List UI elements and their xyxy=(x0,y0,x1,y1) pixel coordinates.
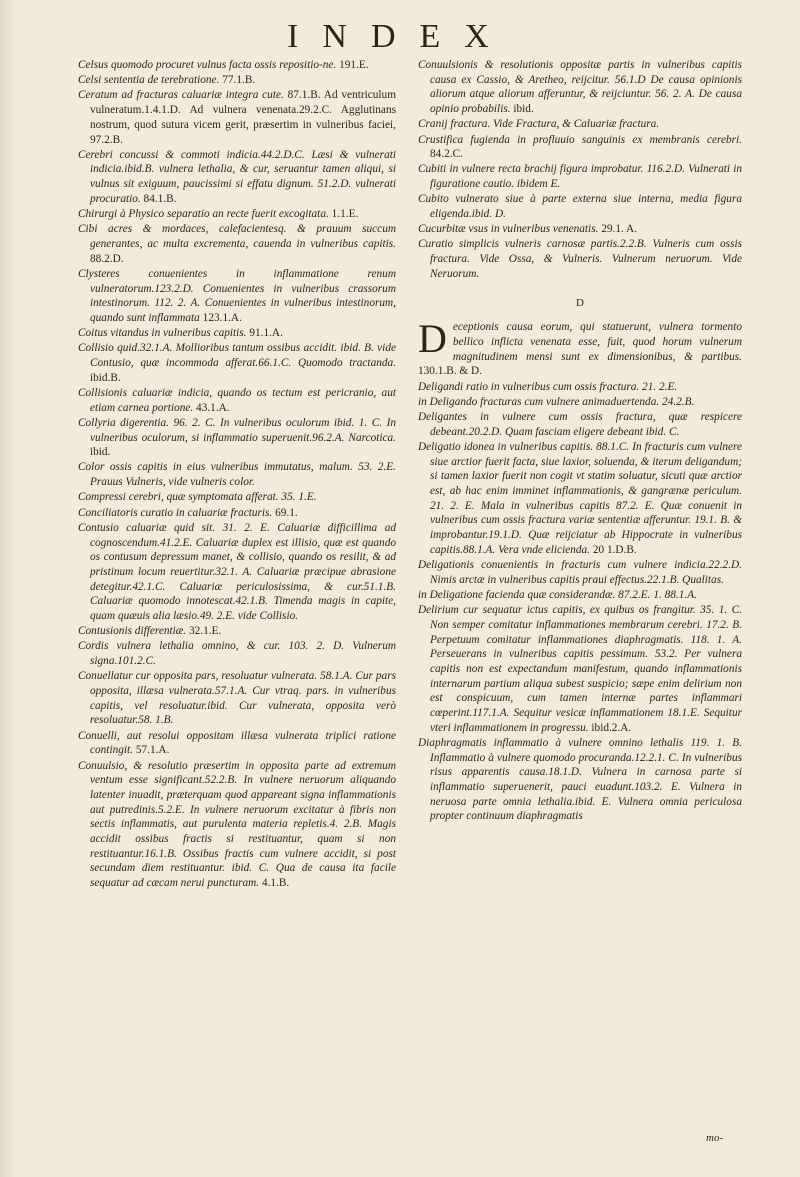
index-entry xyxy=(78,521,396,624)
left-column xyxy=(78,58,396,891)
index-entry xyxy=(78,729,396,758)
entry-reference: 43.1.A. xyxy=(193,401,230,414)
entry-text: Compressi cerebri, quæ symptomata afferat. 35. 1.E. xyxy=(78,491,317,504)
entry-reference: 57.1.A. xyxy=(133,744,170,757)
entry-text: Cubito vulnerato siue à parte externa siue interna, media figura eligenda.ibid. D. xyxy=(418,193,742,221)
entry-text: Delirium cur sequatur ictus capitis, ex quibus os frangitur. 35. 1. C. Non semper comitatur inflammationes membrarum cerebri. 17.2. B. Perpetuum comitatur inflammationes diaphragmatis. 118. 1. A. Perseuerans in vulneribus capitis pessimum. 53.2. Per vulnera capitis non est expectandum manifestum, quando inflammationis internarum partium aliqua subest suspicio; sæpe enim delirium non est conspicuum, cum tamen internæ partes inflammari cœperint.117.1.A. Sequitur vesicæ inflammationem 18.1.E. Sequitur vteri inflammationem in progressu. xyxy=(418,604,742,734)
entry-text: Celsi sententia de terebratione. xyxy=(78,74,220,87)
index-entry xyxy=(78,490,396,505)
index-entry xyxy=(78,267,396,326)
entry-text: Chirurgi à Physico separatio an recte fuerit excogitata. xyxy=(78,208,329,221)
entry-text: Cucurbitæ vsus in vulneribus venenatis. xyxy=(418,223,599,236)
entry-text: Deligatio idonea in vulneribus capitis. 88.1.C. In fracturis cum vulnere siue arctior fuerit facta, siue laxior, soluenda, & iterum deligandum; si tamen laxior fuerit non cogit vt statim soluatur, sicuti quæ arctior est, ab hac enim imminet inflammationis, & gangrænæ periculum. 21. 2. E. Mala in vulneribus capitis 87.2. E. Quæ conuenit in vulneribus cum ossis fractura variæ sententiæ afferuntur. 19.1. B. & improbantur.19.1.D. Quæ reijciatur ab Hippocrate in vulneribus capitis.88.1.A. Vera vnde elicienda. xyxy=(418,440,742,556)
index-entry xyxy=(418,222,742,237)
entry-text: Color ossis capitis in eius vulneribus immutatus, malum. 53. 2.E. Prauus Vulneris, vide vulneris color. xyxy=(78,461,396,489)
index-entry xyxy=(78,669,396,728)
entry-text: Conciliatoris curatio in caluariæ fracturis. xyxy=(78,506,273,519)
index-entry xyxy=(418,58,742,117)
entry-reference: 20 1.D.B. xyxy=(590,543,637,556)
entry-text: Conuulsionis & resolutionis oppositæ partis in vulneribus capitis causa ex Cassio, & Aretheo, reijcitur. 56.1.D De causa opinionis aliorum atque aliorum afferuntur, & reijciuntur. 56. 2. A. De causa opinio probabilis. xyxy=(418,59,742,116)
entry-reference: ibid.B. xyxy=(90,371,121,384)
index-entry xyxy=(418,237,742,281)
entry-reference: 130.1.B. & D. xyxy=(418,365,483,378)
index-entry xyxy=(418,162,742,191)
index-entry xyxy=(78,506,396,521)
entry-text: Diaphragmatis inflammatio à vulnere omnino lethalis 119. 1. B. Inflammatio à vulnere quomodo procuranda.12.2.1. C. In vulneribus risus apparentis causa.18.1.D. Vulnera in carnosa parte si inflammatio superuenerit, pauci euadunt.103.2. E. Vulnera in neruosa parte omnia lethalia.ibid. E. Vulnera omnia periculosa propter continuum diaphragmatis xyxy=(418,736,742,823)
index-entry xyxy=(418,192,742,221)
entry-reference: 88.2.D. xyxy=(90,252,124,265)
entry-reference: 1.1.E. xyxy=(328,208,359,221)
entry-reference: 84.2.C. xyxy=(430,148,463,161)
catchword: mo- xyxy=(706,1132,724,1144)
entry-text: Ceratum ad fracturas caluariæ integra cute. xyxy=(78,89,284,102)
index-entry xyxy=(78,624,396,639)
entry-text: Contusio caluariæ quid sit. 31. 2. E. Caluariæ difficillima ad cognoscendum.41.2.E. Caluariæ duplex est illisio, quæ est quando os contusum depressum manet, & collisio, quando os resilit, & ad pristinum locum reuertitur.32.1. A. Caluariæ præcipue abrasione detegitur.42.1.C. Caluariæ periculosissima, & cur.51.1.B. Caluariæ quomodo innotescat.42.1.B. Timenda magis in capite, quam quæuis alia læsio.49. 2.E. vide Collisio. xyxy=(78,521,396,623)
entry-reference: 123.1.A. xyxy=(199,311,242,324)
entry-text: Collisio quid.32.1.A. Mollioribus tantum ossibus accidit. ibid. B. vide Contusio, quæ incommoda afferat.66.1.C. Quomodo tractanda. xyxy=(78,342,396,370)
entry-reference: ibid. xyxy=(510,103,534,116)
entry-reference: 4.1.B. xyxy=(259,877,290,890)
right-column-bottom-entries xyxy=(418,316,742,824)
index-entry xyxy=(78,207,396,222)
index-entry xyxy=(418,736,742,824)
entry-reference: 69.1. xyxy=(272,506,298,519)
index-entry xyxy=(418,395,742,410)
entry-text: Cerebri concussi & commoti indicia.44.2.D.C. Læsi & vulnerati indicia.ibid.B. vulnera lethalia, & cur, seruantur tamen aliqui, si vulnus sit exiguum, paucissimi si effatu dignum. 51.2.D. vulnerati procuratio. xyxy=(78,148,396,205)
entry-reference: 191.E. xyxy=(336,59,369,71)
index-entry xyxy=(78,386,396,415)
entry-text: Deligationis conuenientis in fracturis cum vulnere indicia.22.2.D. Nimis arctæ in vulneribus capitis praui effectus.22.1.B. Qualitas. xyxy=(418,559,742,586)
section-letter: D xyxy=(576,296,584,309)
index-entry xyxy=(418,117,742,132)
entry-reference: 32.1.E. xyxy=(186,625,222,638)
index-entry xyxy=(418,440,742,558)
index-entry xyxy=(78,58,396,73)
index-entry xyxy=(78,460,396,489)
index-entry xyxy=(78,222,396,266)
index-entry xyxy=(418,603,742,735)
entry-text: Deligandi ratio in vulneribus cum ossis fractura. 21. 2.E. xyxy=(418,380,678,393)
entry-reference: 29.1. A. xyxy=(598,223,638,236)
index-entry xyxy=(78,88,396,147)
entry-text: eceptionis causa eorum, qui statuerunt, vulnera tormento bellico inflicta venenata esse, fuit, quod horum vulnerum magnitudinem mensi sunt ex dimensionibus, & partibus. xyxy=(452,321,742,363)
entry-text: Conuellatur cur opposita pars, resoluatur vulnerata. 58.1.A. Cur pars opposita, illæsa vulnerata.57.1.A. Cur vtraq. pars. in vulneribus capitis, vel resoluatur.ibid. Cur vulnerata, opposita verò resoluatur.58. 1.B. xyxy=(78,670,396,727)
entry-text: Coitus vitandus in vulneribus capitis. xyxy=(78,327,247,340)
entry-text: Conuulsio, & resolutio præsertim in opposita parte ad extremum ventum esse significant.52.2.B. In vulnere neruorum aliquando latenter inuadit, præterquam quod appareant signa inflammationis aut putredinis.5.2.E. In vulnere neruorum excitatur à fibris non sectis inflammatis, aut purulenta materia repletis.4. 2.B. Magis accidit ossibus fractis si restituantur, quam si non restituantur.16.1.B. Ossibus fractis cum vulnere accidit, si post secundam diem restituantur. ibid. C. Qua de causa ita facile sequatur ad cæcam nerui puncturam. xyxy=(78,759,396,890)
entry-text: Crustifica fugienda in profluuio sanguinis ex membranis cerebri. xyxy=(418,133,742,146)
index-entry xyxy=(418,380,742,395)
index-entry xyxy=(418,133,742,162)
index-entry xyxy=(78,341,396,385)
index-entry xyxy=(78,416,396,460)
index-entry xyxy=(418,588,742,603)
page-title: INDEX xyxy=(287,18,513,55)
entry-text: Deligantes in vulnere cum ossis fractura, quæ respicere debeant.20.2.D. Quam fasciam eligere debeant ibid. C. xyxy=(418,410,742,438)
index-entry xyxy=(418,410,742,439)
index-entry xyxy=(78,148,396,207)
entry-text: Curatio simplicis vulneris carnosæ partis.2.2.B. Vulneris cum ossis fractura. Vide Ossa, & Vulneris. Vulnerum neruorum. Vide Neruorum. xyxy=(418,238,742,280)
entry-text: Contusionis differentiæ. xyxy=(78,625,187,638)
entry-reference: ibid. xyxy=(90,446,111,459)
entry-text: Celsus quomodo procuret vulnus facta ossis repositio-ne. xyxy=(78,59,337,71)
entry-reference: 91.1.A. xyxy=(246,327,283,340)
index-entry xyxy=(78,639,396,668)
entry-text: Cordis vulnera lethalia omnino, & cur. 103. 2. D. Vulnerum signa.101.2.C. xyxy=(78,640,396,668)
right-column-top-entries xyxy=(418,58,742,282)
index-entry xyxy=(418,316,742,379)
entry-text: Cranij fractura. Vide Fractura, & Caluariæ fractura. xyxy=(418,118,660,131)
entry-text: Cubiti in vulnere recta brachij figura improbatur. 116.2.D. Vulnerati in figuratione cautio. ibidem E. xyxy=(418,163,742,191)
dropcap-letter: D xyxy=(418,316,447,362)
entry-text: Collyria digerentia. 96. 2. C. In vulneribus oculorum ibid. 1. C. In vulneribus oculorum, si inflammatio superuenit.96.2.A. Narcotica. xyxy=(78,416,396,444)
entry-reference: 84.1.B. xyxy=(140,192,177,205)
entry-text: in Deligatione facienda quæ considerandæ. 87.2.E. 1. 88.1.A. xyxy=(418,588,697,601)
entry-text: Collisionis caluariæ indicia, quando os tectum est pericranio, aut etiam carnea portione. xyxy=(78,386,396,414)
entry-text: Conuelli, aut resolui oppositam illæsa vulnerata triplici ratione contingit. xyxy=(78,729,396,757)
page-fold-shadow xyxy=(0,0,16,1177)
entry-text: in Deligando fracturas cum vulnere animaduertenda. 24.2.B. xyxy=(418,395,695,408)
index-entry xyxy=(78,759,396,891)
index-entry xyxy=(78,326,396,341)
right-column xyxy=(418,58,742,825)
entry-reference: 87.1.B. Ad ventriculum vulneratum.1.4.1.D. Ad vulnera venenata.29.2.C. Agglutinans nostrum, quod sutura vicem gerit, præsertim in vulneribus faciei, 97.2.B. xyxy=(90,89,396,146)
entry-text: Cibi acres & mordaces, calefacientesq. & prauum succum generantes, ac multa excrementa, cauenda in vulneribus capitis. xyxy=(78,223,396,250)
entry-reference: 77.1.B. xyxy=(219,74,256,87)
entry-text: Clysteres conuenientes in inflammatione renum vulneratorum.123.2.D. Conuenientes in vulneribus crassorum intestinorum. 112. 2. A. Conuenientes in vulneribus intestinorum, quando sunt inflammata xyxy=(78,267,396,324)
entry-reference: ibid.2.A. xyxy=(588,721,632,734)
index-entry xyxy=(78,73,396,88)
index-entry xyxy=(418,558,742,587)
